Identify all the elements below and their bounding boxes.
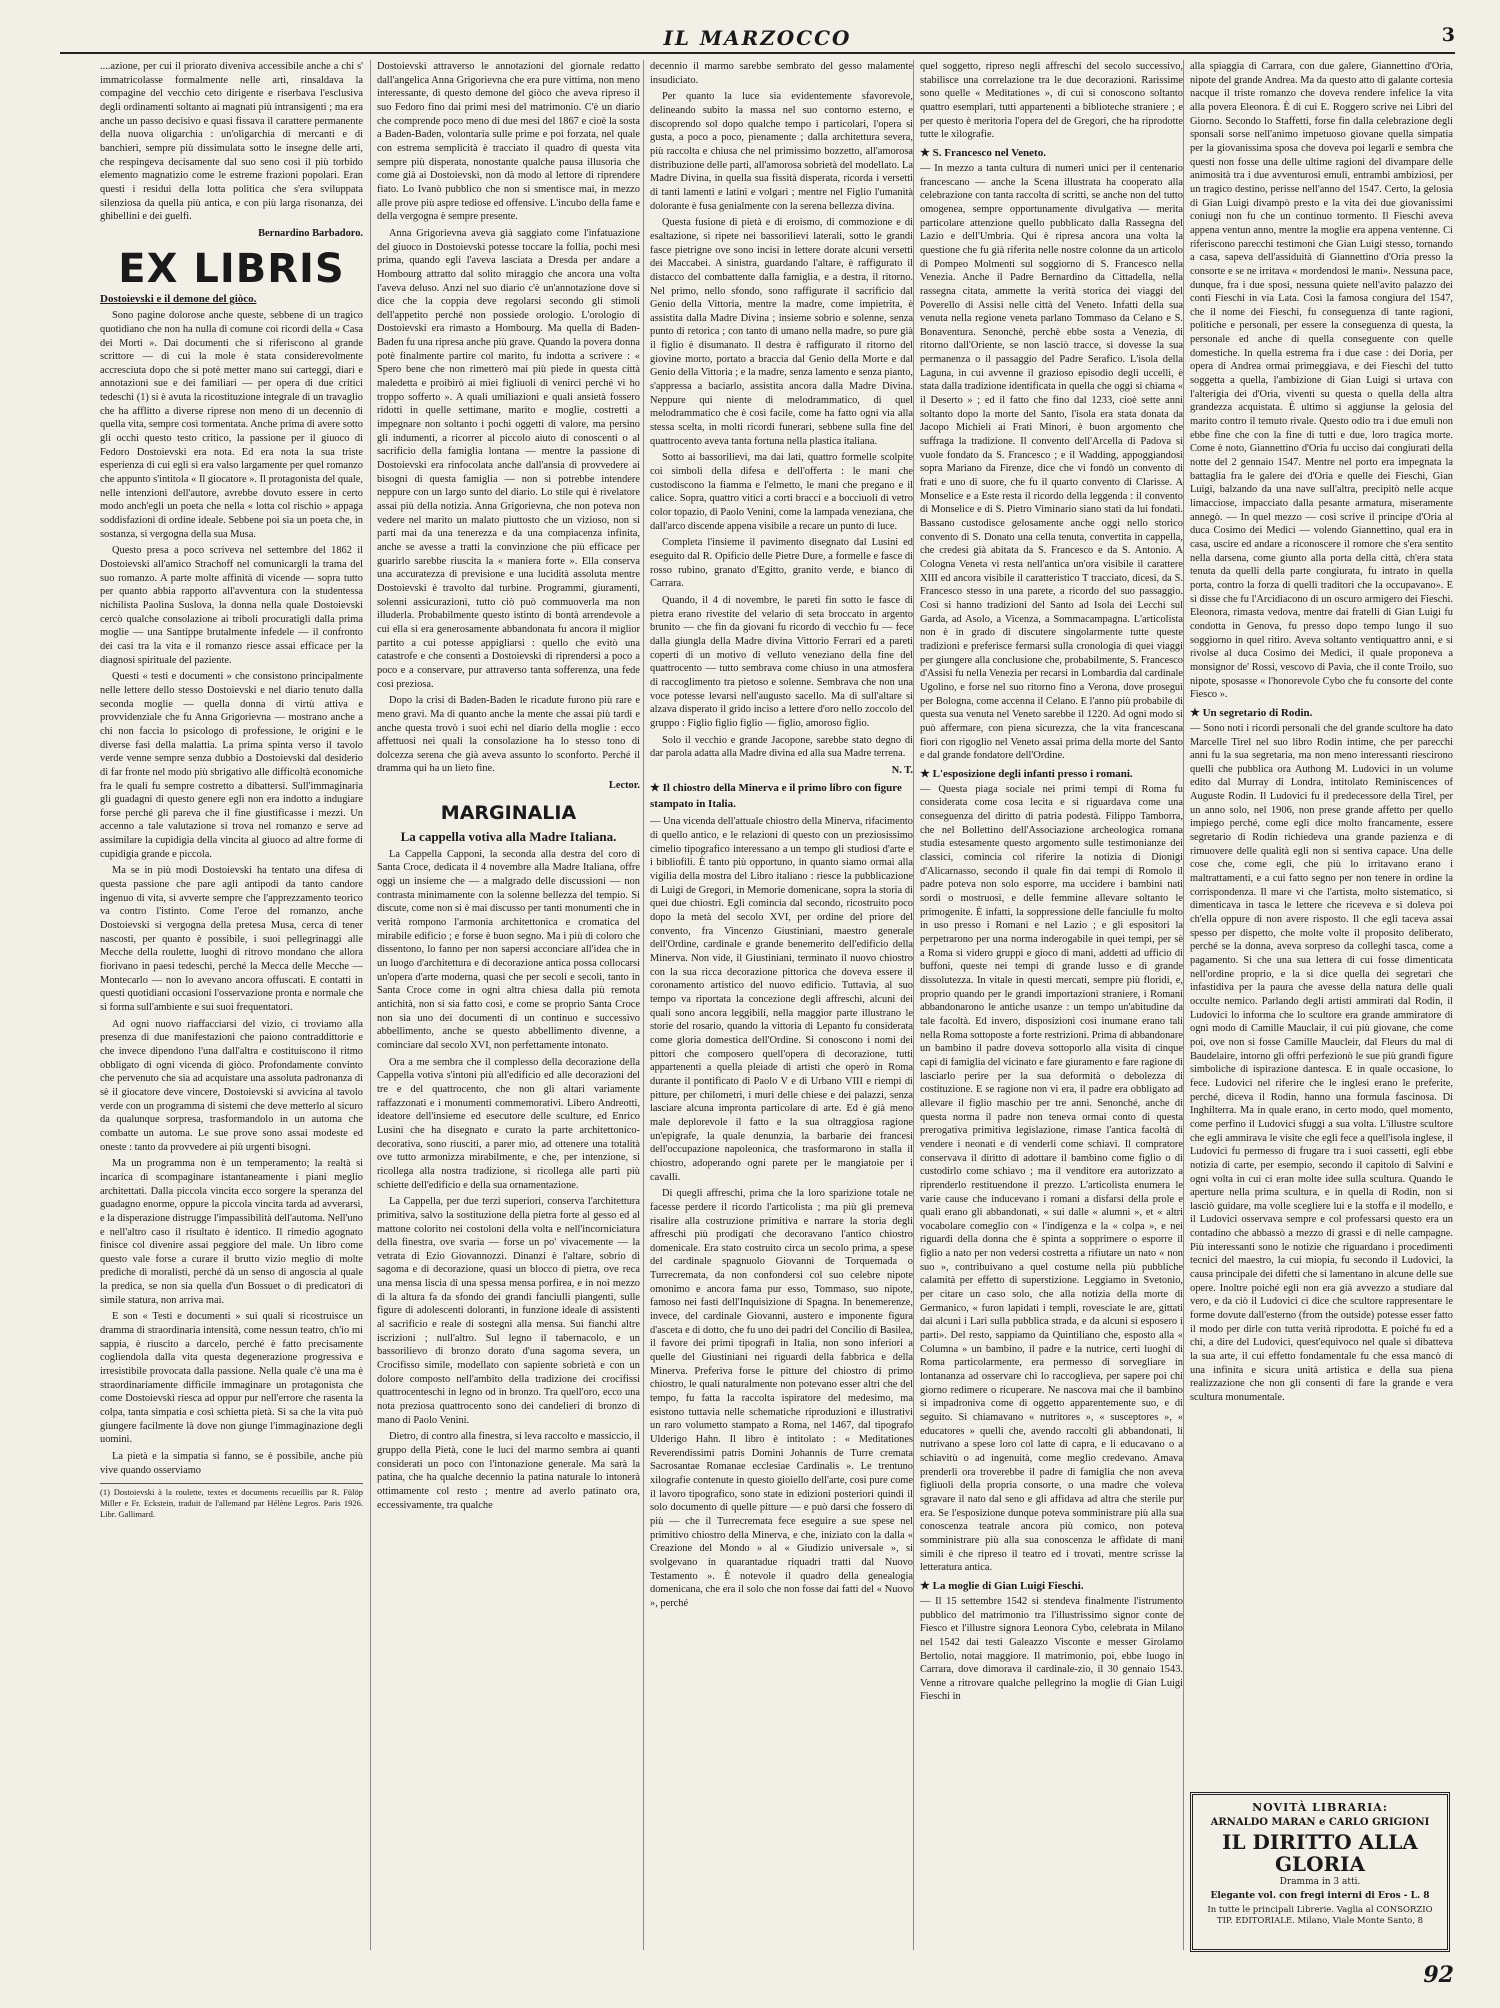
footnote: (1) Dostoievski à la roulette, textes et documents recueillis par R. Fülöp Miller e Fr. Eckstein, traduit de l'allemand par Hélène Legros. Paris 1926. Libr. Gallimard. <box>100 1483 363 1520</box>
article-headline: ★ Il chiostro della Minerva e il primo libro con figure stampato in Italia. <box>650 782 902 811</box>
column-rule <box>1183 60 1184 1950</box>
paragraph: quel soggetto, ripreso negli affreschi del secolo successivo, stabilisce una correlazione tra le due decorazioni. Rarissime sono quelle « Meditationes », di cui si conoscono soltanto quattro esemplari, tutti appartenenti a biblioteche straniere ; e per questo è meritoria l'opera del de Gregori, che ha riprodotte tutte le xilografie. <box>920 61 1183 141</box>
paragraph: — Questa piaga sociale nei primi tempi di Roma fu considerata come cosa lecita e si riguardava come una conseguenza del diritto di patria podestà. Filippo Tamborra, che nel Bollettino dell'Associazione archeologica romana studia estesamente questo argomento sulle testimonianze dei classici, comincia col riferire la notizia di Dionigi d'Alicarnasso, secondo il quale fin dai tempi di Romolo il padre poteva non solo esporre, ma uccidere i bambini nati sordi o mostruosi, e delle femmine allevare soltanto le primogenite. È infatti, la soppressione delle fanciulle fu molto in uso presso i Romani e nel Lazio ; e gli espositori la perpetrarono per una norma inderogabile in quei tempi, per sè a Roma si videro gruppi e gioco di mani, addetti ad ufficio di buffoni, queste nei tempi di grande lusso e di grande dissolutezza. In vitale in questi mercati, sempre più floridi, e, proprio quando per le grandi importazioni straniere, i Romani abbandonarono le antiche usanze : un tempo un'abitudine da tale facoltà. Ed invero, disposizioni così inumane erano tali nella Roma sottoposte a forte restrizioni. Prima di abbandonare un bambino il padre doveva sottoporlo alla visita di cinque capi di famiglia del vicinato e fare giuramento e fare ragione di lasciarlo perire per la sua deformità o debolezza di costituzione. E se ragione non vi era, il padre era obbligato ad allevare il figlio maschio per tre anni. Senonché, anche di questa norma il padre non teneva ormai conto di questa prerogativa primitiva legislazione, rimase l'antica facoltà di vendere i neonati e di venderli come schiavi. Il compratore conservava il diritto di adottare il bambino come figlio o di custodirlo come schiavo ; ma il venditore era autorizzato a riprenderlo restituendone il prezzo. L'articolista enumera le varie cause che inducevano i romani a disfarsi della prole e quali erano gli abbandonati, « sui dalle « alumni », et « altri vocabolare comeglio con « l'indigenza e la « colpa », e nei riguardi della donna che è spinta a sopprimere o esporre il figlio a nato per non vedersi costretta a rifiutare un nato « non suo », contribuivano a quel costume nella più pubbliche calamità per effetto di superstizione. Leggiamo in Svetonio, per citare un caso solo, che alla notizia della morte di Germanico, « furon lapidati i templi, rovesciate le are, gittati dai alcuni i Lari sulla pubblica strada, e da alcuni si esposero i parti». Del resto, sappiamo da Quintiliano che, esposto alla « Columna » un bambino, il padre e la nutrice, certi luoghi di Roma particolarmente, era permesso di sorvegliare in lontananza ad osservare chi lo raccoglieva, per sapere poi chi giorno redimere o ricuperare. Ne nascova mai che il bambino si impadroniva come di oggetto apparentemente suo, e di seguito. Si chiamavano « nutritores », « susceptores », « educatores » quelli che, avendo raccolti gli abbandonati, li nutrivano a spese loro col latte di capra, e li educavano o a schiavitù o ad ingenuità, come meglio credevano. Amava prenderli ora troverebbe il padre di famiglia che non aveva figliuoli della propria consorte, o una madre che voleva sgravare il nato dal seno e gli affidava ad altra che sterile pur era. Se l'esposizione dunque poteva somministrare più alla sua conoscenza teatrale ancora più comico, non poteva somministrare più alla sua conoscenza le affidate di mani simili è che ripreso il teatro ed i trovati, mentre scrisse la letteratura antica. <box>920 783 1183 1574</box>
column-2 <box>377 60 640 1955</box>
paragraph: Sono pagine dolorose anche queste, sebbene di un tragico quotidiano che non ha nulla di comune coi ricordi della « Casa dei Morti ». Dai documenti che si riferiscono al grande scrittore — di cui la mole è stata considerevolmente accresciuta dopo che si potè metter mano sui carteggi, diari e annotazioni sue e dei familiari — per opera di due critici tedeschi (1) si è avuta la ricostituzione integrale di un travaglio che ha afflitto a diverse riprese non meno di un decennio di quella vita, sempre così tormentata. Anche prima di avere sotto gli occhi questo testo critico, la passione per il giuoco di Fedoro Dostoievski era nota. Ed era nota la sua triste esperienza di cui egli si era valso largamente per quel romanzo che appunto s'intitola « Il giocatore ». Il protagonista del quale, nelle intenzioni dell'autore, avrebbe dovuto essere in certo modo anch'egli un poeta che nella « lotta col rischio » appaga soddisfazioni di ordine ideale. Sebbene poi sia un poeta che, in sostanza, si vergogna della sua Musa. <box>100 310 363 540</box>
ad-genre: Dramma in 3 atti. <box>1279 1877 1361 1887</box>
author-signature: N. T. <box>891 764 913 776</box>
author-signature: Lector. <box>608 780 640 792</box>
column-1 <box>100 60 363 1955</box>
page-header <box>60 22 1455 54</box>
paragraph: Ad ogni nuovo riaffacciarsi del vizio, ci troviamo alla presenza di due manifestazioni che paiono contraddittorie e che invece dipendono l'una dall'altra e costituiscono il ritmo obbligato di ogni vicenda di giòco. Profondamente convinto che pervenuto che sia ad acquistare una assoluta padronanza di sè il giocatore deve vincere, Dostoievski si avvicina al tavolo verde con un programma di sistemi che deve metterlo al sicuro da qualunque sorpresa, trasformandolo in un automa che combatte un automa. Le sue prove sono assai modeste ed oneste : tanto da provvedere ai più urgenti bisogni. <box>100 1018 363 1153</box>
paragraph: Quando, il 4 di novembre, le pareti fin sotto le fasce di pietra erano rivestite del velario di seta broccato in argento brunito — che fin da giovani fu ricordo di vecchio fu — fece dalla giungla della Madre divina Vittorio Ferrari ed a pareti coperti di un motivo di velluto veneziano della fine del quattrocento — tutto sembrava come chiuso in una atmosfera di raccoglimento tra pietoso e solenne. Sembrava che non una voce potesse levarsi nell'augusto sacello. Ma di sull'altare si alzava disperato il grido inciso a lettere d'oro nello zoccolo del gruppo : Figlio figlio figlio — figlio, amoroso figlio. <box>650 594 913 729</box>
paragraph: Questi « testi e documenti » che consistono principalmente nelle lettere dello stesso Dostoievski e nel diario tenuto dalla seconda moglie — quella donna di virtù attiva e provvidenziale che fu Anna Grigorievna — mostrano anche a chi non faccia lo psicologo di professione, le origini e le diverse fasi della malattia. La prima spinta verso il tavolo verde venne sempre senza dubbio a Dostoievski dal desiderio di far fronte nel modo più sbrigativo alle difficoltà economiche fra le quali fu sempre costretto a dibattersi. Sull'immaginaria gli guadagni di questo genere egli non era indotto a indugiare forse perché gli pareva che il fine giustificasse i mezzi. Un accenno a tale valutazione si trova nel romanzo e serve ad assimilare la cupidigia della vincita al giuoco ad altre forme di cupidigia grande e piccola. <box>100 671 363 860</box>
column-rule <box>643 60 644 1950</box>
paragraph: — Il 15 settembre 1542 si stendeva finalmente l'istrumento pubblico del matrimonio tra l'illustrissimo signor conte de Fiesco et l'illustre signora Leonora Cybo, celebrata in Milano nel 1542 dai testi Galeazzo Visconte e messer Girolamo Bertolio, notai maggiore. Il matrimonio, poi, ebbe luogo in Carrara, dove dimorava il cardinale-zio, il 30 gennaio 1543. Venne a ritrovare qualche pellegrino la moglie di Gian Luigi Fieschi in <box>920 1595 1183 1703</box>
paragraph: La Cappella, per due terzi superiori, conserva l'architettura primitiva, salvo la sostituzione della pietra forte al gesso ed al mattone colorito nei costoloni della volta e nell'incorniciatura della finestra, ove svaria — forse un po' vivacemente — la vetrata di Ezio Giovannozzi. Dinanzi è l'altare, sobrio di sagoma e di decorazione, quasi un blocco di pietra, ove reca una mensa liscia di una spessa mensa porfirea, e in noi mezzo di la altura fa da sfondo dei grandi fanciulli piangenti, sulle figure di adolescenti doloranti, in funzione ideale di assistenti al sacrificio e reale di sostegni alla mensa. Sui fianchi altre iscrizioni ; null'altro. Sul legno il tabernacolo, e un bassorilievo di bronzo dorato d'una sagoma severa, un Crocifisso simile, modellato con sapiente sobrietà e con un dolore composto nell'ambito della tradizione dei crocifissi quattrocenteschi in legno od in bronzo. Tra quell'oro, ecco una nota preziosa quattrocento sono dei candelieri di bronzo di mano di Paolo Venini. <box>377 1196 640 1426</box>
paragraph: Per quanto la luce sia evidentemente sfavorevole, delineando subito la massa nel suo contorno esterno, e discoprendo sol dopo qualche tempo i particolari, l'opera si gusta, a poco a poco, pienamente ; dalla architettura severa, più raccolta e chiusa che nel primissimo bozzetto, all'amorosa distribuzione delle parti, all'amorosa sobrietà del modellato. La Madre Divina, in quella sua fissità disperata, ricorda i versetti di tanti lamenti e latini e volgari ; mentre nel Figlio l'umanità dolorante è fusa genialmente con la serena bellezza divina. <box>650 91 913 212</box>
paragraph: Ora a me sembra che il complesso della decorazione della Cappella votiva s'intoni più all'edificio ed alle decorazioni del tre e del quattrocento, che non gli altari variamente raffazzonati e i monumenti commemorativi. Libero Andreotti, ideatore dell'insieme ed esecutore delle sculture, ed Enrico Lusini che ha disegnato e curato la parte architettonico-decorativa, sono riusciti, a parer mio, ad ottenere una totalità ove tutto armonizza mirabilmente, e che, per intenzione, si ricollega alla nostra tradizione, si ricollega alle parti più schiette dell'edificio e della sua ornamentazione. <box>377 1056 640 1191</box>
article-headline: ★ L'esposizione degli infanti presso i romani. <box>920 767 1133 780</box>
article-headline: La cappella votiva alla Madre Italiana. <box>400 828 617 844</box>
ex-libris-heading: EX LIBRIS <box>118 245 345 292</box>
paragraph: Dietro, di contro alla finestra, si leva raccolto e massiccio, il gruppo della Pietà, cone le luci del marmo sembra ai quanti considerati un poco con l'intonazione generale. Ma sarà la patina, che ha qualche decennio la patina naturale lo intonerà ottimamente col resto ; mentre ad averlo patinato ora, eccessivamente, tra qualche <box>377 1431 640 1511</box>
paragraph: — In mezzo a tanta cultura di numeri unici per il centenario francescano — anche la Scena illustrata ha cooperato alla celebrazione con tanta raccolta di scritti, se anche non del tutto omogenea, sempre opportunamente divulgativa — merita particolare attenzione quello pubblicato dalla Rassegna del Lazio e dell'Umbria. Qui è ripresa ancora una volta la questione che fu già riferita nelle nostre colonne da un articolo di Pompeo Molmenti sul soggiorno di S. Francesco nella Venezia. Anche il Padre Bernardino da Cittadella, nella rassegna citata, ammette la verità storica dei viaggi del Poverello di Assisi nelle città del Veneto. Infatti della sua venuta nella regione veneta parlano Tommaso da Celano e S. Bonaventura. Senonchè, perchè ebbe sosta a Venezia, di ritorno dall'Oriente, se non lasciò tracce, si dovesse la sua permanenza o il passaggio del Padre Serafico. L'isola della Laguna, in cui avvenne il grazioso episodio degli uccelli, è stata dalla tradizione identificata in quella che oggi si chiama « il Deserto » ; ed il fatto che fino dal 1233, cioè sette anni soltanto dopo la morte del Santo, l'isola era stata donata da Jacopo Michieli ai Frati Minori, è buon argomento che suffraga la tradizione. Il convento dell'Arcella di Padova si vuole fondato da S. Francesco ; e il Wadding, appoggiandosi sopra Mariano da Firenze, dice che vi fondò un convento di frati e uno di suore, che fu il quarto convento di Clarisse. A Monselice e a Este resta il ricordo della leggenda : il convento di Monselice e di S. Pietro Viminario siano stati da lui fondati. Bassano custodisce gelosamente anche oggi nello storico convento di S. Donato una cella tenuta, convertita in cappella, che credesi già abitata da S. Francesco e da S. Antonio. A Cologna Veneta vi resta nell'antica un'ora visibile il carattere XIII ed ancora visibile il caratteristico T tracciato, dicesi, da S. Francesco stesso in una parete, a ricordo del suo passaggio. Così si hanno tradizioni del Santo ad Isola dei Lecchi sul Garda, ad Asolo, a Vicenza, a Sommacampagna. L'articolista non è in grado di discutere singolarmente tutte queste tradizioni e preferisce fermarsi sulla cronologia di quei viaggi per giungere alla conclusione che, probabilmente, S. Francesco d'Assisi fu nella Venezia per recarsi in Lombardia dal cardinale Ugolino, e forse nel suo ritorno fino a Verona, dove proseguì per Bologna, come accenna il Celano. E l'anno più probabile di questa sua venuta nel Veneto sarebbe il 1220. Ad ogni modo si può affermare, con piena sicurezza, che la vita francescana fiorì con rigoglio nel Veneto assai prima della morte del Santo e dal grande fondatore dell'Ordine. <box>920 162 1183 762</box>
paragraph: — Sono noti i ricordi personali che del grande scultore ha dato Marcelle Tirel nel suo libro Rodin intime, che per parecchi anni fu la sua segretaria, ma non meno interessanti riescirono quelli che pubblica ora Authong M. Ludovici in un volume edito dal Murray di Londra, intitolato Reminiscences of Auguste Rodin. Il Ludovici fu il predecessore della Tirel, per un anno solo, nel 1906, non prese grande affetto per quello impiego perché, come egli dice molto francamente, essere segretario di Rodin richiedeva una grande pazienza e di rimuovere delle qualità egli non si sentiva capace. Una delle cose che, come egli, che più lo irritavano erano i maltrattamenti, e a cui fatto segno per non tenere in ordine la corrispondenza. Il mare vi che l'artista, molto sistematico, si dimenticava in tasca le lettere che riceveva e si doleva poi ch'ella oppure di non avere risposto. Il che egli taceva assai spesso per dispetto, che molte volte il proposito deliberato, perché se la donna, aveva sorpreso da colleghi tasca, come a pagamento. Si che una sua lettera di cui fosse dimenticata nell'ordine proprio, e la si dice quella dei segretari che infastidiva per la paura che avesse della natura delle quali occulte nemico. Parlando degli artisti ammirati dal Rodin, il Ludovici lo informa che lo scultore era grande ammiratore di ogni modo di Camille Mauclair, il cui più giovane, che come poi, ove non si fosse Camille Maucleir, dal Fleurs du mal di Baudelaire, intorno gli offri perfezionò le sue più grandi figure simboliche di ispirazione dantesca. E in quale occasione, lo fece. Ludovici nel riferire che le inglesi erano le preferite, perché, diceva il Rodin, hanno una formula fascinosa. Di Inghilterra. Ma in quale erano, in certo modo, quel momento, come perfino il Ludovici sfuggì a sua volta. L'illustre scultore che egli ammirava le visite che egli fece a quell'isola inglese, il Ludovici fu permesso di frugare tra i suoi cassetti, egli ebbe notizia di carte, per esempio, secondo il capitolo di Salvini e ogni volta in cui ci eran molte idee sulla scultura. Quando le aperture nella prima scultura, e in quella di Rodin, non si lasciò guidare, ma volle scegliere lui e la stoffa e il modello, e il Ludovici osservava sempre e col professarsi questo era un contadino che abbassò a mezzo di grassi e di nelle campagne. Più interessanti sono le notizie che riguardano i procedimenti tecnici del maestro, la cui miopia, fu secondo il Ludovici, la causa principale dei difetti che si lamentano in alcune delle sue opere. Inoltre poiché egli non era già avvezzo a studiare dal vero, e da ciò il Ludovici ci dice che scultore rappresentare le forme dovute dall'esterno (from the outside) potesse esser fatto il modo per dirle con tutta verità riprodotta. E poiché fu ed a chi, a dire del Ludovici, quest'equivoco nel quale si dibatteva la sua arte, il cui effetto fondamentale fu che essa mancò di una infinita e sicura unità artistica e della sua piena realizzazione che non gli consentì di fare la grande e vera scultura monumentale. <box>1190 722 1453 1403</box>
paragraph: Solo il vecchio e grande Jacopone, sarebbe stato degno di dar parola adatta alla Madre divina ed alla sua Madre terrena. <box>650 734 913 760</box>
paragraph: alla spiaggia di Carrara, con due galere, Giannettino d'Oria, nipote del grande Andrea. Ma da questo atto di galante cortesia nacque il triste romanzo che doveva rendere infelice la vita alla povera Eleonora. È di cui E. Roggero scrive nei Libri del Giorno. Secondo lo Staffetti, forse fin dalla celebrazione degli sponsali sorse nell'animo impetuoso giovane quella simpatia per la giovanissima sposa che doveva poi legarli e sembra che questi non fosse una delle ultime ragioni del divampare delle animosità tra i due avventurosi emuli, entrambi ambiziosi, per un tragico destino, perisse nell'anno del 1547. Certo, la gelosia di Gian Luigi divampò presto e la vita dei due giovanissimi coniugi non fu che un continuo tormento. Il Fieschi aveva appena ventun anno, mentre la moglie era appena ventenne. Ci riferiscono parecchi testimoni che Gian Luigi stesso, tornando a casa, sapeva dell'assiduità di Giannettino d'Oria presso la consorte e se ne irritava « mordendosi le mani». Nessuna pace, dunque, fra i due sposi, nessuna quiete nell'avito palazzo dei conti Fieschi in via Lata. Così la famosa congiura del 1547, che il nome dei Fieschi, fu conseguenza di tante ragioni, politiche e personali, per essere la conseguenza di questa, la personale ed anche di quella conseguente con quelle domestiche. In quella estrema fra i due case : dei Doria, per opera di Andrea ormai primeggiava, e dei Fieschi del tutto soggetta a quella, l'ambizione di Gian Luigi si urtava con l'alterigia dei d'Oria, viventi su questa o quella della altra grandezza acquistata. È ultimo si aggiunse la gelosia del marito contro il temuto rivale. Questo odio tra i due emuli non ebbe fine che con la fine di tutti e due, loro tragica morte. Come è noto, Giannettino d'Oria fu ucciso dai congiurati della notte del 2 gennaio 1547. Mentre nel porto era impegnata la battaglia fra le galere dei d'Oria e quelle dei Fieschi, Gian Luigi, balzando da una nave sull'altra, precipitò nelle acque limacciose, impacciato dalla pesante armatura, miseramente annegò. — In quel mezzo — così scrive il principe d'Oria al duca Cosimo dei Medici — volendo Giannettino, qual era in casa, uscire ed andare a riconoscere il romore che s'era sentito nella darsena, come giunto alla porta della città, ch'era stata tenuta da quelli della parte congiurata, fu intrato in quella porta, contro la forza di quelli traditori che la occupavano». E si disse che fu l'Arcidiacono di un oscuro armigero dei Fieschi. Eleonora, rimasta vedova, mentre dai fratelli di Gian Luigi fu condotta in Genova, fu presso dopo tempo lungo il suo soggiorno in quel ritiro. Aveva soltanto ventiquattro anni, e si rivolse al duca Cosimo dei Medici, il quale proponeva a monsignor de' Rossi, vescovo di Pavia, che il conte Troilo, suo nipote, sposasse « l'honorevole Cybo che fu consorte del conte Fiesco ». <box>1190 61 1453 701</box>
paragraph: — Una vicenda dell'attuale chiostro della Minerva, rifacimento di quello antico, e le relazioni di questo con un preziosissimo cimelio tipografico interessano a un tempo gli studiosi d'arte e i bibliofili. È tanto più opportuno, in quanto siamo ormai alla vigilia della mostra del Libro italiano : riesce la pubblicazione di Luigi de Gregori, in Memorie domenicane, sopra la storia di quei due chiostri. Egli comincia dal secondo, ricostruito poco dopo la metà del secolo XVI, per ordine del priore del convento, fra Vincenzo Giustiniani, maestro generale dell'Ordine, cardinale e grande benemerito dell'edificio della Minerva. Non vide, il Giustiniani, terminato il nuovo chiostro con la sua ricca decorazione pittorica che doveva essere il coronamento artistico del nuovo edificio. Tuttavia, al suo tempo va riportata la concezione degli affreschi, alcuni dei quali sono ancora leggibili, nella maggior parte illustrano le storie del rosario, quando la vittoria di Lepanto fu considerata come gloria domestica dell'Ordine. Si conoscono i nomi dei pittori che composero quell'opera di decorazione, tutti appartenenti a quella pleiade di artisti che operò in Roma durante il pontificato di Paolo V e di Urbano VIII e riempì di pitture, per chilometri, i muri delle chiese e dei palazzi, senza lasciare alcuna impronta particolare di arte. Ed è già meno male deplorevole il fatto e la sua oltraggiosa ragione un'epigrafe, la quale denunzia, la barbarie dei francesi dell'occupazione napoleonica, che trasformarono in stalla il chiostro, adoperando ogni parete per le mangiatoie per i cavalli. <box>650 816 913 1183</box>
paragraph: decennio il marmo sarebbe sembrato del gesso malamente insudiciato. <box>650 61 913 86</box>
paragraph: La pietà e la simpatia si fanno, se è possibile, anche più vive quando osserviamo <box>100 1451 363 1476</box>
column-rule <box>913 60 914 1950</box>
paragraph: Dopo la crisi di Baden-Baden le ricadute furono più rare e meno gravi. Ma di quanto anche la mente che assai più tardi e anche questa trovò i suoi echi nel diario della moglie : ecco affettuosi nei quali la consolazione ha lo stesso tono di dolcezza serena che già aveva assunto lo sconforto. Perché il dramma qui ha un lieto fine. <box>377 695 640 775</box>
article-headline: ★ La moglie di Gian Luigi Fieschi. <box>920 1579 1084 1592</box>
article-headline: ★ Un segretario di Rodin. <box>1190 706 1313 719</box>
paragraph: La Cappella Capponi, la seconda alla destra del coro di Santa Croce, dedicata il 4 novembre alla Madre Italiana, offre oggi un insieme che — a malgrado delle discussioni — non contrasta minimamente con la solenne bellezza del tempio. Si discute, come non si è mai discusso per tanti monumenti che in verità rompono l'armonia architettonica e cromatica del mirabile edificio ; e forse è buon segno. Ma i più di coloro che dissentono, lo fanno per non sapersi acconciare all'idea che in un luogo d'architettura e di decorazione antica possa collocarsi un'opera d'arte moderna, quasi che per secoli e secoli, tanto in Santa Croce come in ogni altra chiesa dalla più remota antichità, non si sia fatto così, e come se proprio Santa Croce non sia uno dei documenti di un continuo e successivo abbellimento, anche se questo abbellimento divenne, a cominciare dal secolo XVI, non perfettamente intonato. <box>377 848 640 1051</box>
ad-price: Elegante vol. con fregi interni di Eros - L. 8 <box>1210 1891 1430 1901</box>
paragraph: Ma un programma non è un temperamento; la realtà si incarica di scompaginare istantaneamente i piani meglio architettati. Dalla piccola vincita ecco sorgere la speranza del guadagno enorme, oppure la piccola vincita tarda ad avverarsi, e la disperazione distrugge l'impassibilità dell'automa. Nell'uno e nell'altro caso il risultato è identico. Il rimedio agognato finisce col divenire assai peggiore del male. Un libro come questo vale forse a curare il brutto vizio meglio di molte prediche di moralisti, perché dà un senso di angoscia al quale la predica, se non sia quella d'un Bossuet o di predicatori di simile statura, non arriva mai. <box>100 1158 363 1306</box>
column-rule <box>370 60 371 1950</box>
paragraph: Ma se in più modi Dostoievski ha tentato una difesa di questa passione che pare agli antipodi da tanto candore ingenuo di vita, si avverte sempre che l'apprezzamento teorico va contro l'istinto. Come l'eroe del romanzo, anche Dostoievski si vergogna della pretesa Musa, cerca di tener nascosti, per quanto è possibile, i suoi pellegrinaggi alle Mecche della roulette, luoghi di ritrovo mondano che allora fiorivano in paesi tedeschi, perché la Mecca delle Mecche — Montecarlo — non lo avevano ancora offuscati. E contatti in questi quotidiani occasioni l'osservazione pronta e normale che si forma sull'ambiente e sui suoi frequentatori. <box>100 865 363 1013</box>
column-4 <box>920 60 1183 1955</box>
paragraph: Questo presa a poco scriveva nel settembre del 1862 il Dostoievski all'amico Strachoff nel comunicargli la trama del suo romanzo. A parte molte affinità di vicende — sopra tutto per quanto abbia rapporto all'avventura con la studentessa nichilista Paolina Suslova, la donna nella quale Dostoievski cercò qualche consolazione ai triboli procuratigli dalla prima moglie — una Santippe brutalmente infedele — il confronto dei casi tra la vita e il romanzo riesce assai efficace per la diagnosi spirituale del paziente. <box>100 545 363 666</box>
paragraph: E son « Testi e documenti » sui quali si ricostruisce un dramma di straordinaria intensità, come nessun teatro, ch'io mi sappia, è riuscito a darcelo, perché è fatto precisamente cogliendola dalla vita questa degenerazione progressiva e irresistibile provocata dalla passione. Nella quale c'è una ma è straordinariamente difficile immaginare un protagonista che come Dostoievski riesca ad oppur pur nell'errore che rasenta la colpa, tanta simpatia e così schietta pietà. Si sa che la vita può giungere facilmente là dove non giunge l'immaginazione degli uomini. <box>100 1311 363 1446</box>
author-signature: Bernardino Barbadoro. <box>258 227 363 239</box>
masthead-title: IL MARZOCCO <box>663 26 852 50</box>
paragraph: Di quegli affreschi, prima che la loro sparizione totale ne facesse perdere il ricordo l'articolista ; ma più gli premeva risalire alla costruzione primitiva e narrare la storia degli affreschi più prodigati che decoravano l'antico chiostro domenicale. Era stato costruito circa un secolo prima, a spese del cardinale spagnuolo Giovanni de Torquemada o Turrecremata, da non confondersi col suo celebre nipote omonimo e ancora fama pur esso, Tommaso, suo nipote, famoso nei fasti dell'Inquisizione di Spagna. In benemerenze, invece, del cardinale Giovanni, austero e imponente figura d'asceta e di dotto, che fu uno dei padri del Concilio di Basilea, il favore dei primi tipografi in Italia, non sono inferiori a quelle del Giustiniani nei riguardi della fabbrica e della Minerva. Preferiva forse le pitture del chiostro di primo chiostro, le quali naturalmente non potevano esser altri che del tempo, fu fatta la raccolta ispiratore del medesimo, ma esistono tuttavia nelle schematiche riproduzioni e illustrativi un raro volumetto stampato a Roma, nel 1467, dal tipografo Ulderigo Hahn. Il libro è intitolato : « Meditationes Reverendissimi patris Domini Johannis de Turre cremata Sacrosantae Romanae ecclesiae Cardinalis ». Le trentuno xilografie contenute in questo gioiello dell'arte, così pure come il lavoro tipografico, sono state in edizioni posteriori quindi il solo documento di quelle pitture — e può darsi che fossero di più — che il Turrecremata fece eseguire a sue spese nel primitivo chiostro della Minerva, e che, iniziato con la dalla « Creazione del Mondo » al « Giudizio universale », si svolgevano in quarantadue riquadri tratti dal Nuovo Testamento ». È notevole il quadro della genealogia domenicana, che era il solo che non fosse dai fatti del « Nuovo », perché <box>650 1188 913 1609</box>
ad-publisher: In tutte le principali Librerie. Vaglia al CONSORZIO TIP. EDITORIALE. Milano, Viale Monte Santo, 8 <box>1207 1905 1433 1926</box>
article-subtitle: Dostoievski e il demone del giòco. <box>100 292 257 305</box>
paragraph: Dostoievski attraverso le annotazioni del giornale redatto dall'angelica Anna Grigorievna che era pure vittima, non meno interessante, di questo demone del giòco che aveva ripreso il suo Fedoro fino dai primi mesi del matrimonio. C'è un diario che comprende poco meno di due mesi del 1867 e cioè la sosta a Baden-Baden, volontaria sulle prime e poi forzata, nel quale con estrema semplicità è tracciato il quadro di questa vita sempre più disperata, nonostante qualche pausa illusoria che come già ai Dostoievski, non dà modo al lettore di riprendere fiato. Lo Ivanò pubblico che non si smentisce mai, in mezzo alle prove più aspre tediose ed offensive. L'incubo della fame e della vergogna è sempre presente. <box>377 61 640 223</box>
book-advertisement <box>1190 1792 1450 1952</box>
ad-kicker: NOVITÀ LIBRARIA: <box>1252 1801 1388 1814</box>
ad-authors: ARNALDO MARAN e CARLO GRIGIONI <box>1210 1817 1430 1828</box>
handwritten-folio-number: 92 <box>1423 1962 1454 1988</box>
paragraph: Questa fusione di pietà e di eroismo, di commozione e di esaltazione, si ripete nei bassorilievi laterali, sotto le grandi fasce pietrigne ove sono incisi in lettere dorate alcuni versetti dei Maccabei. A sinistra, guardando l'altare, è raffigurato il distacco del combattente dalla famiglia, e a destra, il ritorno. Nel primo, nello sfondo, sono raffigurate il sacrificio dal Genio della Vittoria, mentre la madre, come impietrita, è assistita dalla Madre Divina ; insieme sobrio e solenne, senza punto di retorica ; con tanto di umano nella madre, so pure già il figlio è disumanato. Il destra è raffigurato il ritorno del giovine morto, portato a braccia dal Genio della Morte e dal Genio della Vittoria ; e la madre, senza lamento e senza pianto, s'appressa a baciarlo, assistita ancora dalla Madre Divina. Neppure qui niente di melodrammatico, di quel melodrammatico che è così facile, come ha fatto ogni via alla stessa scelta, in molti ricordi funerari, sebbene sulla fine del quattrocento aveva tanta fortuna nella plastica italiana. <box>650 217 913 447</box>
column-5 <box>1190 60 1453 1785</box>
paragraph: Anna Grigorievna aveva già saggiato come l'infatuazione del giuoco in Dostoievski potesse toccare la follia, pochi mesi prima, quando egli l'aveva lasciata a Dresda per andare a Hombourg attratto dal solito miraggio che ancora una volta l'aveva deluso. Anzi nel suo diario c'è un'annotazione dove si dice che la coppia deve regolarsi secondo gli stimoli dell'appetito perché non possiede orologio. L'orologio di Dostoievski era rimasto a Hombourg. Ma quella di Baden-Baden fu una ripresa anche più grave. Quando la povera donna potè finalmente partire col marito, fu indotta a scrivere : « Spero bene che non rimetterò mai più piede in questa città maledetta e proibirò ai miei figliuoli di venirci perché vi ho troppo sofferto ». A quali umiliazioni e quali ansietà fossero ridotti in quelle settimane, marito e moglie, costretti a impegnare non soltanto i pochi oggetti di valore, ma persino gli indumenti, a ricorrer al piccolo aiuto di conoscenti o al sacrificio della famiglia lontana — mentre la passione di Dostoievski era rinfocolata anche dall'ansia di provvedere ai bisogni di questa famiglia — non si potrebbe intendere neppure con un largo sunto del diario. Lo stile qui è rivelatore assai più della notizia. Anna Grigorievna, che non poteva non vedere nel marito un malato piuttosto che un vizioso, non si parti mai da una tenerezza e da una compiacenza infinita, anche se avesse a tratti la convinzione che più efficace per guarirlo sarebbe riuscita la « maniera forte ». Ella conserva una accuratezza di previsione e una lucidità assoluta mentre Dostoievski è travolto dal turbine. Programmi, giuramenti, solenni assicurazioni, tutto ciò può commuoverla ma non illuderla. Probabilmente questo istinto di bontà arrendevole a cui ella si era generosamente abbandonata fu ancora il miglior partito a cui potesse appigliarsi : quello che evitò una catastrofe e che consentì a Dostoievski di riprendersi a poco a poco e a conservare, pur attraverso tanta sofferenza, una fede così preziosa. <box>377 227 640 690</box>
paragraph: Sotto ai bassorilievi, ma dai lati, quattro formelle scolpite coi simboli della difesa e dell'offerta : le mani che custodiscono la fiamma e l'elmetto, le mani che pregano e il calice. Sopra, quattro vitici a corti bracci e a bocciuoli di vetro color topazio, di Paolo Venini, come la lampada veneziana, che dall'arco discende appena visibile a recare un punto di luce. <box>650 452 913 532</box>
column-3 <box>650 60 913 1955</box>
page-number: 3 <box>1441 24 1455 46</box>
section-heading-marginalia: MARGINALIA <box>440 801 577 824</box>
article-headline: ★ S. Francesco nel Veneto. <box>920 146 1046 159</box>
paragraph: ....azione, per cui il priorato diveniva accessibile anche a chi s' immatricolasse formalmente nelle arti, rinsaldava la compagine del vecchio ceto dirigente e riserbava l'esclusiva degli ordinamenti soltanto ai magnati più intransigenti ; ma era anche un passo decisivo e quasi fissava il carattere permanente della nuova oligarchia : un'oligarchia di mercanti e di banchieri, sempre più dissimulata sotto le insegne delle arti, che respingeva decisamente dal suo seno così il più torbido elemento magnatizio come le estreme frazioni popolari. Eran questi i residui della lotta politica che s'era sviluppata silenziosa da quella più antica, e con più larga risonanza, dei ghibellini e dei guelfi. <box>100 61 363 223</box>
paragraph: Completa l'insieme il pavimento disegnato dal Lusini ed eseguito dal R. Opificio delle Pietre Dure, a formelle e fasce di rosso rubino, granato d'Egitto, granito verde, e bianco di Carrara. <box>650 537 913 590</box>
ad-book-title: IL DIRITTO ALLA GLORIA <box>1222 1830 1418 1876</box>
